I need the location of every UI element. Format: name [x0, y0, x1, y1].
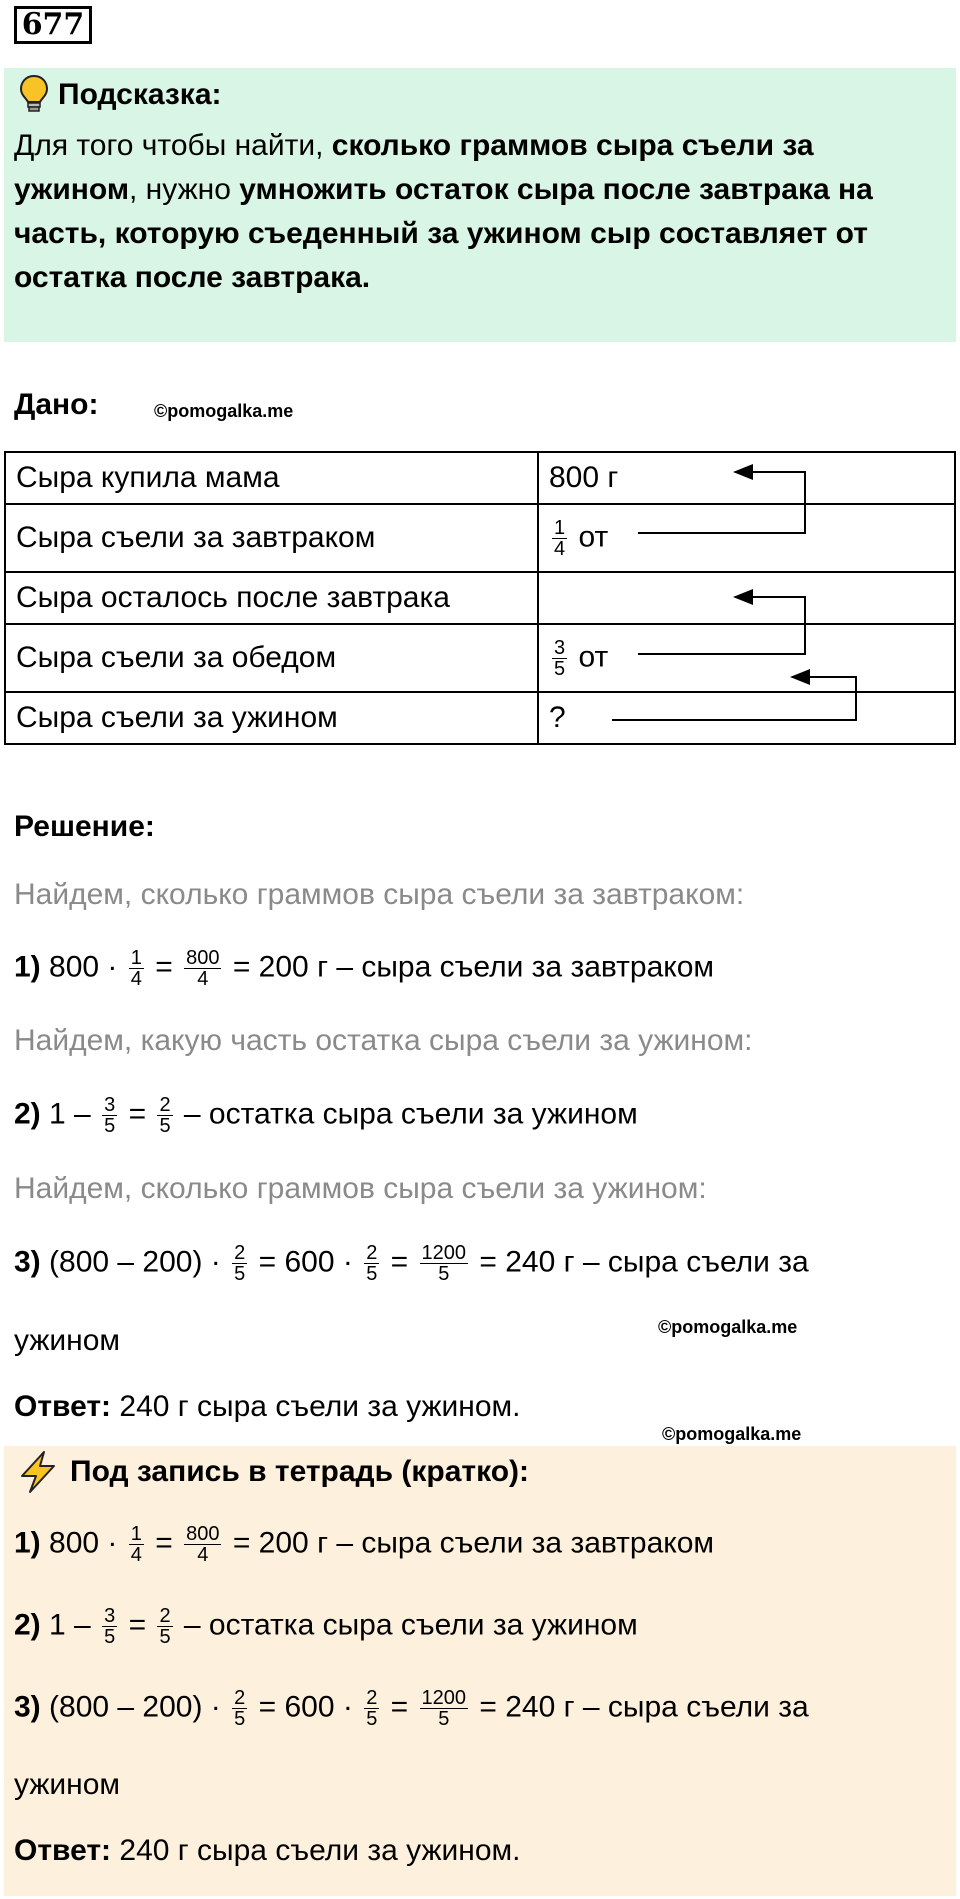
- task-number: 677: [14, 6, 92, 44]
- arrow-lunch: [638, 597, 805, 654]
- table-cell-label: Сыра осталось после завтрака: [5, 572, 538, 624]
- fraction: $\frac{3}{5}$: [554, 636, 566, 680]
- step-3: 3) (800 – 200) · $\frac{2}{5}$ = 600 · $\frac{2}{5}$ = $\frac{1200}{5}$ = 240 г – сыра съели за: [14, 1242, 809, 1285]
- table-cell-label: Сыра съели за ужином: [5, 692, 538, 744]
- arrow-breakfast: [638, 472, 805, 533]
- table-cell-label: Сыра съели за обедом: [5, 624, 538, 692]
- lightning-icon: [16, 1450, 60, 1494]
- arrow-dinner: [612, 677, 856, 720]
- comment-step-2: Найдем, какую часть остатка сыра съели за ужином:: [14, 1024, 753, 1057]
- answer: Ответ: 240 г сыра съели за ужином.: [14, 1390, 521, 1423]
- table-cell-value: 800 г: [538, 452, 955, 504]
- step-1: 1) 800 · $\frac{1}{4}$ = $\frac{800}{4}$ = 200 г – сыра съели за завтраком: [14, 947, 715, 990]
- notebook-answer: Ответ: 240 г сыра съели за ужином.: [14, 1834, 521, 1867]
- solution-title: Решение:: [14, 810, 155, 843]
- watermark: ©pomogalka.me: [154, 401, 294, 421]
- table-cell-value: $\frac{3}{5}$ от: [538, 624, 955, 692]
- hint-text: Для того чтобы найти, сколько граммов сыра съели за ужином, нужно умножить остаток сыра после завтрака на часть, которую съеденный за ужином сыр составляет от остатка после завтрака.: [14, 129, 873, 294]
- table-cell-value: $\frac{1}{4}$ от: [538, 504, 955, 572]
- step-3-continued: ужином: [14, 1324, 121, 1357]
- comment-step-3: Найдем, сколько граммов сыра съели за ужином:: [14, 1172, 707, 1205]
- comment-step-1: Найдем, сколько граммов сыра съели за завтраком:: [14, 878, 745, 911]
- fraction: $\frac{1}{4}$: [554, 516, 566, 560]
- hint-title: Подсказка:: [58, 78, 222, 111]
- notebook-step-3-continued: ужином: [14, 1768, 121, 1801]
- table-cell-label: Сыра съели за завтраком: [5, 504, 538, 572]
- given-title: Дано:: [14, 388, 99, 421]
- table-cell-label: Сыра купила мама: [5, 452, 538, 504]
- watermark: ©pomogalka.me: [658, 1317, 798, 1337]
- notebook-title: Под запись в тетрадь (кратко):: [70, 1455, 530, 1488]
- notebook-step-1: 1) 800 · $\frac{1}{4}$ = $\frac{800}{4}$ = 200 г – сыра съели за завтраком: [14, 1523, 715, 1566]
- step-2: 2) 1 – $\frac{3}{5}$ = $\frac{2}{5}$ – остатка сыра съели за ужином: [14, 1094, 638, 1137]
- notebook-step-2: 2) 1 – $\frac{3}{5}$ = $\frac{2}{5}$ – остатка сыра съели за ужином: [14, 1605, 638, 1648]
- notebook-box: [4, 1446, 956, 1896]
- notebook-step-3: 3) (800 – 200) · $\frac{2}{5}$ = 600 · $\frac{2}{5}$ = $\frac{1200}{5}$ = 240 г – сыра съели за: [14, 1687, 809, 1730]
- reference-arrows: [0, 0, 960, 760]
- watermark: ©pomogalka.me: [662, 1424, 802, 1444]
- table-cell-value: ?: [538, 692, 955, 744]
